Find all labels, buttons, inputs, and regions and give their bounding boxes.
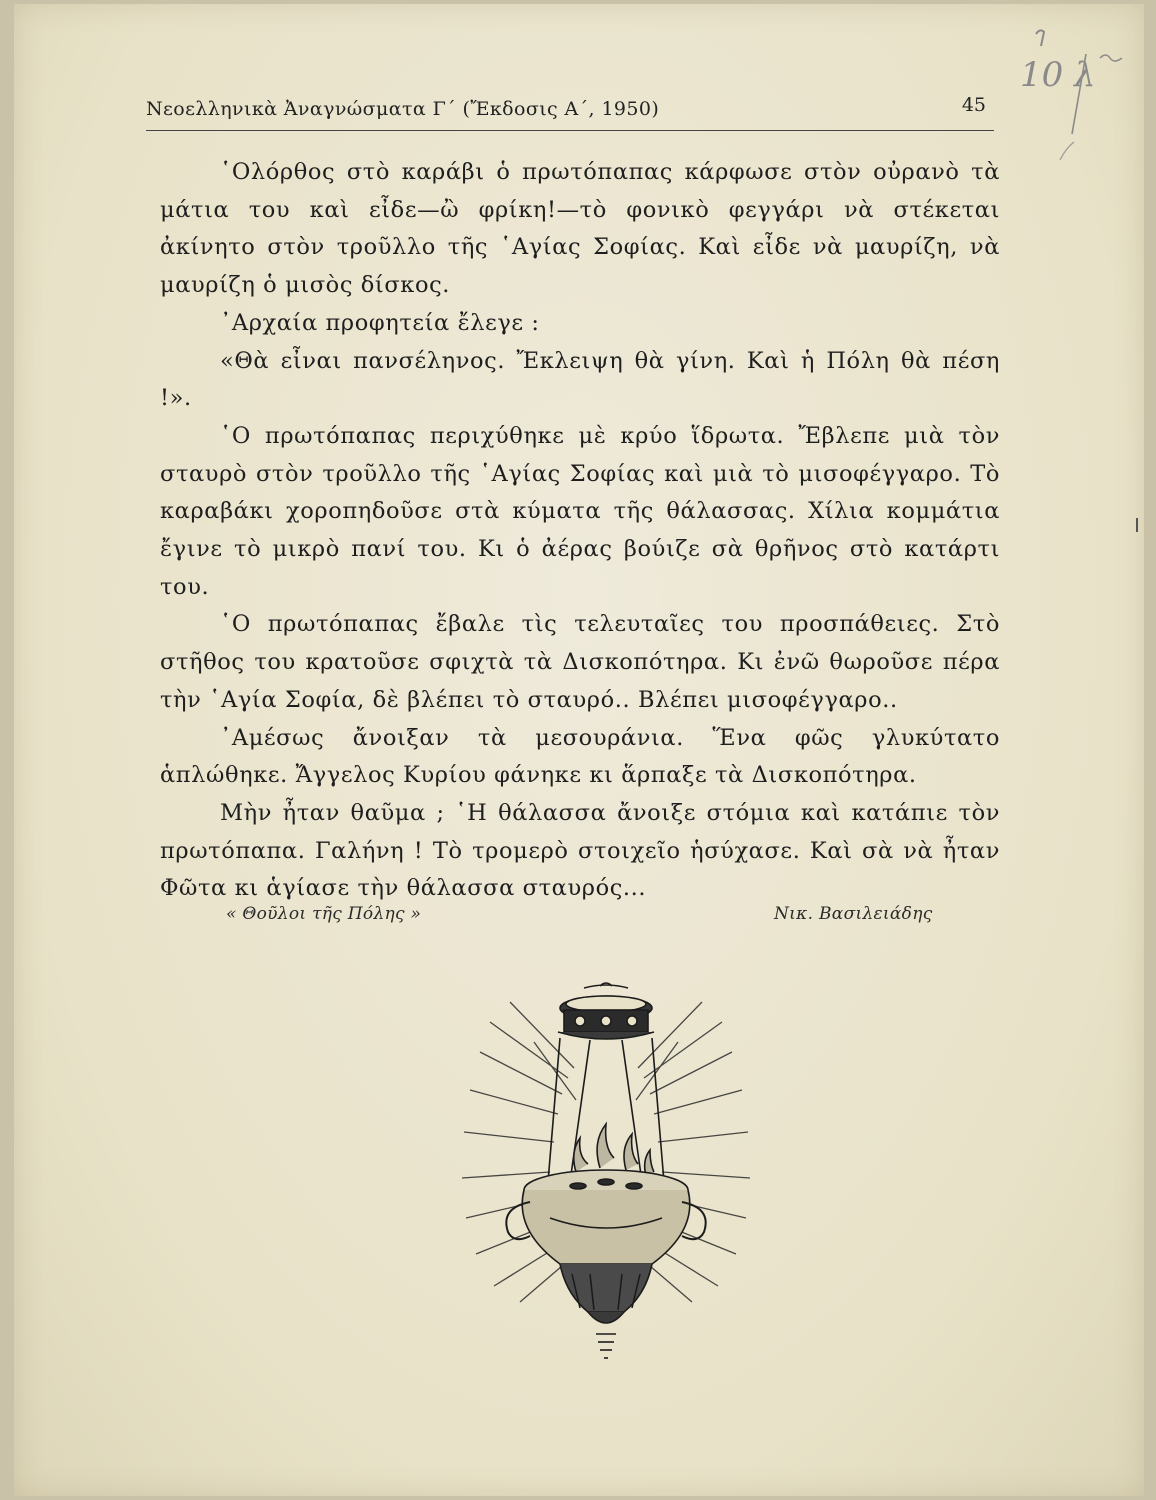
running-header [146, 94, 994, 131]
hanging-oil-lamp-icon [450, 982, 762, 1402]
paragraph: ᾿Αμέσως ἄνοιξαν τὰ μεσουράνια. Ἕνα φῶς γλυκύτατο ἁπλώθηκε. Ἄγγελος Κυρίου φάνηκε κι ἅρπαξε τὰ Δισκοπότηρα. [160, 724, 1000, 789]
paragraph: ῾Ο πρωτόπαπας ἔβαλε τὶς τελευταῖες του προσπάθειες. Στὸ στῆθος του κρατοῦσε σφιχτὰ τὰ Δισκοπότηρα. Κι ἐνῶ θωροῦσε πέρα τὴν ῾Αγία Σοφία, δὲ βλέπει τὸ σταυρό.. Βλέπει μισοφέγγαρο.. [160, 611, 1000, 713]
author-name: Νικ. Βασιλειάδης [774, 904, 933, 924]
paragraph: ᾿Αρχαία προφητεία ἔλεγε : [220, 309, 540, 336]
paragraph: ῾Ολόρθος στὸ καράβι ὁ πρωτόπαπας κάρφωσε στὸν οὐρανὸ τὰ μάτια του καὶ εἶδε—ὢ φρίκη!—τὸ φονικὸ φεγγάρι νὰ στέκεται ἀκίνητο στὸν τροῦλλο τῆς ῾Αγίας Σοφίας. Καὶ εἶδε νὰ μαυρίζη, νὰ μαυρίζη ὁ μισὸς δίσκος. [160, 159, 1000, 299]
page-number: 45 [961, 94, 986, 116]
pencil-annotation-text: 10 λ [1020, 55, 1096, 95]
margin-mark [1136, 518, 1138, 532]
book-page [14, 4, 1144, 1496]
paragraph: «Θὰ εἶναι πανσέληνος. Ἔκλειψη θὰ γίνη. Καὶ ἡ Πόλη θὰ πέση !». [160, 347, 1000, 412]
running-title: Νεοελληνικὰ Ἀναγνώσματα Γ΄ (Ἔκδοσις Α΄, 1950) [146, 98, 660, 120]
pencil-annotation [1014, 24, 1134, 164]
paragraph: Μὴν ἦταν θαῦμα ; ῾Η θάλασσα ἄνοιξε στόμια καὶ κατάπιε τὸν πρωτόπαπα. Γαλήνη ! Τὸ τρομερὸ στοιχεῖο ἡσύχασε. Καὶ σὰ νὰ ἦταν Φῶτα κι ἁγίασε τὴν θάλασσα σταυρός... [160, 799, 1000, 902]
paragraph: ῾Ο πρωτόπαπας περιχύθηκε μὲ κρύο ἵδρωτα. Ἔβλεπε μιὰ τὸν σταυρὸ στὸν τροῦλλο τῆς ῾Αγίας Σοφίας καὶ μιὰ τὸ μισοφέγγαρο. Τὸ καραβάκι χοροπηδοῦσε στὰ κύματα τῆς θάλασσας. Χίλια κομμάτια ἔγινε τὸ μικρὸ πανί του. Κι ὁ ἀέρας βούιζε σὰ θρῆνος στὸ κατάρτι του. [160, 422, 1000, 600]
main-text [160, 154, 1000, 908]
source-citation: « Θοῦλοι τῆς Πόλης » [226, 904, 422, 924]
